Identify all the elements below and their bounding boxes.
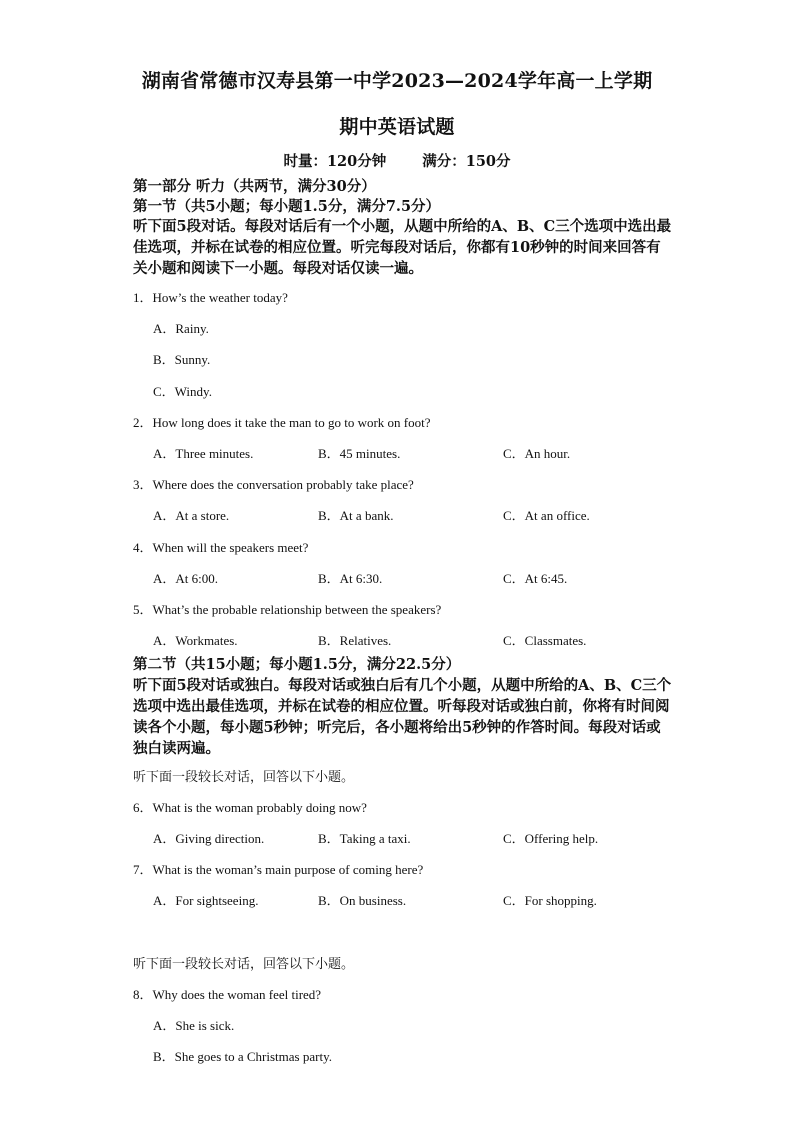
question-2: 2．How long does it take the man to go to work on foot? — [133, 415, 431, 430]
exam-score: 满分：150分 — [422, 153, 511, 170]
q7-option-a: A．For sightseeing. — [153, 893, 259, 908]
exam-time: 时量：120分钟 — [283, 153, 387, 170]
q6-option-a: A．Giving direction. — [153, 831, 265, 846]
q4-option-b: B．At 6:30. — [318, 571, 383, 586]
q5-option-b: B．Relatives. — [318, 633, 392, 648]
q6-option-b: B．Taking a taxi. — [318, 831, 411, 846]
q5-option-c: C．Classmates. — [503, 633, 587, 648]
q1-option-a: A．Rainy. — [153, 321, 209, 336]
question-6: 6．What is the woman probably doing now? — [133, 800, 367, 815]
q4-option-c: C．At 6:45. — [503, 571, 568, 586]
q3-option-b: B．At a bank. — [318, 508, 394, 523]
question-5: 5．What’s the probable relationship between the speakers? — [133, 602, 442, 617]
q3-option-a: A．At a store. — [153, 508, 230, 523]
q2-option-c: C．An hour. — [503, 446, 571, 461]
q8-option-b: B．She goes to a Christmas party. — [153, 1049, 332, 1064]
q7-option-c: C．For shopping. — [503, 893, 597, 908]
q2-option-a: A．Three minutes. — [153, 446, 254, 461]
part1-heading: 第一部分 听力（共两节，满分30分） — [133, 178, 376, 195]
long-dialog-note-1: 听下面一段较长对话，回答以下小题。 — [133, 770, 355, 785]
section2-instructions: 听下面5段对话或独白。每段对话或独白后有几个小题，从题中所给的A、B、C三个选项中选出最佳选项，并标在试卷的相应位置。听每段对话或独白前，你将有时间阅读各个小题，每小题5秒钟；听完后，各小题将给出5秒钟的作答时间。每段对话或独白读两遍。 — [133, 677, 672, 757]
section2-heading: 第二节（共15小题；每小题1.5分，满分22.5分） — [133, 656, 461, 673]
question-3: 3．Where does the conversation probably take place? — [133, 477, 414, 492]
section1-heading: 第一节（共5小题；每小题1.5分，满分7.5分） — [133, 198, 441, 215]
q1-option-c: C．Windy. — [153, 384, 212, 399]
q8-option-a: A．She is sick. — [153, 1018, 235, 1033]
q1-option-b: B．Sunny. — [153, 352, 211, 367]
q6-option-c: C．Offering help. — [503, 831, 599, 846]
q4-option-a: A．At 6:00. — [153, 571, 219, 586]
question-1: 1．How’s the weather today? — [133, 290, 288, 305]
long-dialog-note-2: 听下面一段较长对话，回答以下小题。 — [133, 957, 355, 972]
q2-option-b: B．45 minutes. — [318, 446, 401, 461]
q3-option-c: C．At an office. — [503, 508, 590, 523]
question-4: 4．When will the speakers meet? — [133, 540, 309, 555]
q7-option-b: B．On business. — [318, 893, 407, 908]
question-7: 7．What is the woman’s main purpose of coming here? — [133, 862, 424, 877]
section1-instructions: 听下面5段对话。每段对话后有一个小题，从题中所给的A、B、C三个选项中选出最佳选项，并标在试卷的相应位置。听完每段对话后，你都有10秒钟的时间来回答有关小题和阅读下一小题。每段对话仅读一遍。 — [133, 218, 672, 277]
exam-title-line1: 湖南省常德市汉寿县第一中学2023—2024学年高一上学期 — [141, 70, 653, 92]
exam-title-line2: 期中英语试题 — [339, 116, 455, 138]
q5-option-a: A．Workmates. — [153, 633, 238, 648]
exam-meta — [0, 150, 794, 171]
question-8: 8．Why does the woman feel tired? — [133, 987, 322, 1002]
